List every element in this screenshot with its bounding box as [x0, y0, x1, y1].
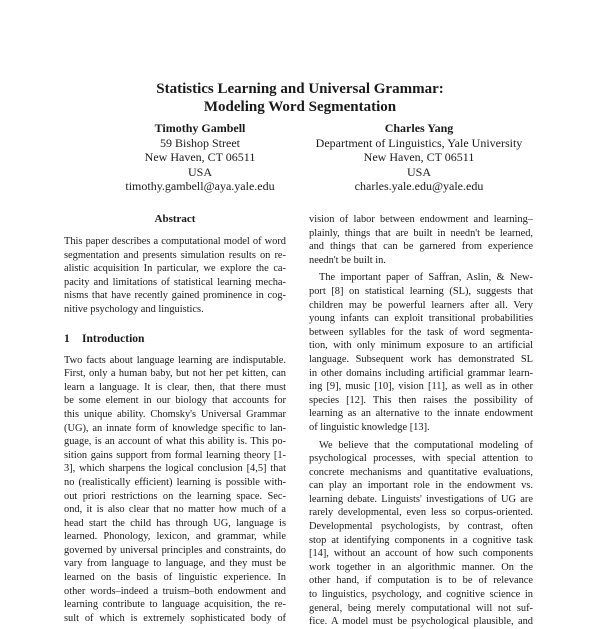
author-block-yang [287, 121, 551, 194]
author-address: Department of Linguistics, Yale University [315, 135, 523, 150]
author-name: Timothy Gambell [154, 121, 246, 135]
body-line: young infants can exploit transitional probabilities [309, 313, 533, 325]
body-line: learned. Phonology, lexicon, and grammar, while [64, 531, 286, 543]
body-line: general, being merely computational will not suf- [309, 602, 533, 614]
paragraph-continued [309, 213, 533, 267]
abstract-line: nisms that have recently gained prominence in cog- [64, 290, 286, 302]
author-city: New Haven, CT 06511 [144, 150, 256, 165]
body-line: sition gains support from formal learning theory [1- [64, 449, 286, 461]
author-country: USA [406, 164, 431, 179]
body-line: other hand, if computation is to be of relevance [309, 575, 533, 587]
body-line: be some element in our biology that accounts for [64, 395, 286, 407]
body-line: (UG), an innate form of knowledge specific to lan- [64, 422, 286, 434]
body-line: can play an important role in the endowment vs. [309, 480, 533, 492]
body-line: concrete mechanisms and quantitative evaluations, [309, 466, 533, 478]
body-line: learning debate. Linguists' investigations of UG are [309, 493, 533, 505]
left-column [64, 213, 286, 625]
body-line: children may be powerful learners after all. Very [309, 299, 533, 311]
body-line: port [8] on statistical learning (SL), suggests that [309, 285, 533, 297]
body-line: head start the child has through UG, language is [64, 517, 286, 529]
body-line: 3], which sharpens the logical conclusion [4,5] that [64, 463, 286, 475]
body-line: sult of which is extremely sophisticated body of [64, 612, 286, 624]
author-email: timothy.gambell@aya.yale.edu [125, 179, 275, 194]
author-country: USA [187, 164, 212, 179]
body-line: vary from language to language, and they must be [64, 558, 286, 570]
body-line: First, only a human baby, but not her pet kitten, can [64, 368, 286, 380]
body-line: learning contribute to language acquisition, the re- [64, 599, 286, 611]
body-line: species [12]. This then raises the possibility of [309, 394, 533, 406]
body-line: ing [9], music [10], vision [11], as well as in other [309, 381, 533, 393]
body-line: Two facts about language learning are indisputable. [64, 354, 286, 366]
abstract-body [64, 235, 286, 317]
body-line: and things that can be garnered from experience [309, 241, 533, 253]
paragraph-computational-modeling [309, 439, 533, 629]
body-line: out priori restrictions on the learning space. Sec- [64, 490, 286, 502]
paragraph-saffran [309, 271, 533, 434]
body-line: rarely developmental, even less so corpus-oriented. [309, 507, 533, 519]
body-line: psychological processes, with special attention to [309, 453, 533, 465]
body-line: other words–indeed a truism–both endowment and [64, 585, 286, 597]
abstract-line: nitive psychology and linguistics. [64, 303, 204, 315]
author-name: Charles Yang [384, 121, 454, 135]
body-line: to linguistics, psychology, and cognitive science in [309, 589, 533, 601]
body-line: Developmental psychologists, by contrast, often [309, 521, 533, 533]
body-line: The important paper of Saffran, Aslin, & New- [319, 272, 533, 284]
body-line: of linguistic knowledge [13]. [309, 421, 430, 433]
author-block-gambell [100, 121, 300, 194]
paper-title [0, 80, 600, 116]
abstract-line: segmentation and presents simulation results on re- [64, 249, 286, 261]
section-heading-introduction [64, 332, 286, 346]
body-line: between syllables for the task of word segmenta- [309, 326, 533, 338]
body-line: vision of labor between endowment and learning– [309, 214, 533, 225]
body-line: needn't be built in. [309, 254, 386, 266]
body-line: language. Subsequent work has demonstrated SL [309, 353, 533, 365]
introduction-body [64, 354, 286, 626]
body-line: stop at identifying components in a cognitive task [309, 534, 533, 546]
body-line: work together in an algorithmic manner. On the [309, 561, 533, 573]
body-line: ond, it is also clear that no matter how much of a [64, 504, 286, 516]
abstract-heading: Abstract [154, 213, 196, 225]
abstract-line: pacity and limitations of statistical learning mecha- [64, 276, 286, 288]
body-line: tion, with only minimum exposure to an artificial [309, 340, 533, 352]
body-line: We believe that the computational modeling of [319, 439, 533, 451]
body-line: guage, is an account of what this ability is. This po- [64, 436, 286, 448]
body-line: no (realistically efficient) learning is possible with- [64, 476, 286, 488]
author-email: charles.yale.edu@yale.edu [354, 179, 484, 194]
abstract-line: This paper describes a computational model of word [64, 236, 286, 247]
section-title: Introduction [82, 332, 145, 345]
author-address: 59 Bishop Street [160, 135, 240, 150]
right-column [309, 213, 533, 629]
section-number: 1 [64, 332, 70, 345]
body-line: fice. A model must be psychological plausible, and [309, 616, 533, 628]
abstract-line: alistic acquisition In particular, we explore the ca- [64, 263, 286, 275]
author-city: New Haven, CT 06511 [363, 150, 475, 165]
title-line-1: Statistics Learning and Universal Grammar: [156, 81, 444, 97]
body-line: learned on the basis of linguistic experience. In [64, 572, 286, 584]
body-line: learning as an alternative to the innate endowment [309, 408, 533, 420]
body-line: learn a language. It is clear, then, that there must [64, 381, 286, 393]
body-line: this unique ability. Chomsky's Universal Grammar [64, 408, 286, 420]
body-line: plainly, things that are built in needn't be learned, [309, 227, 533, 239]
body-line: governed by universal principles and constraints, do [64, 544, 286, 556]
title-line-2: Modeling Word Segmentation [203, 99, 397, 115]
body-line: in other domains including artificial grammar learn- [309, 367, 533, 379]
body-line: [14], without an account of how such components [309, 548, 533, 560]
